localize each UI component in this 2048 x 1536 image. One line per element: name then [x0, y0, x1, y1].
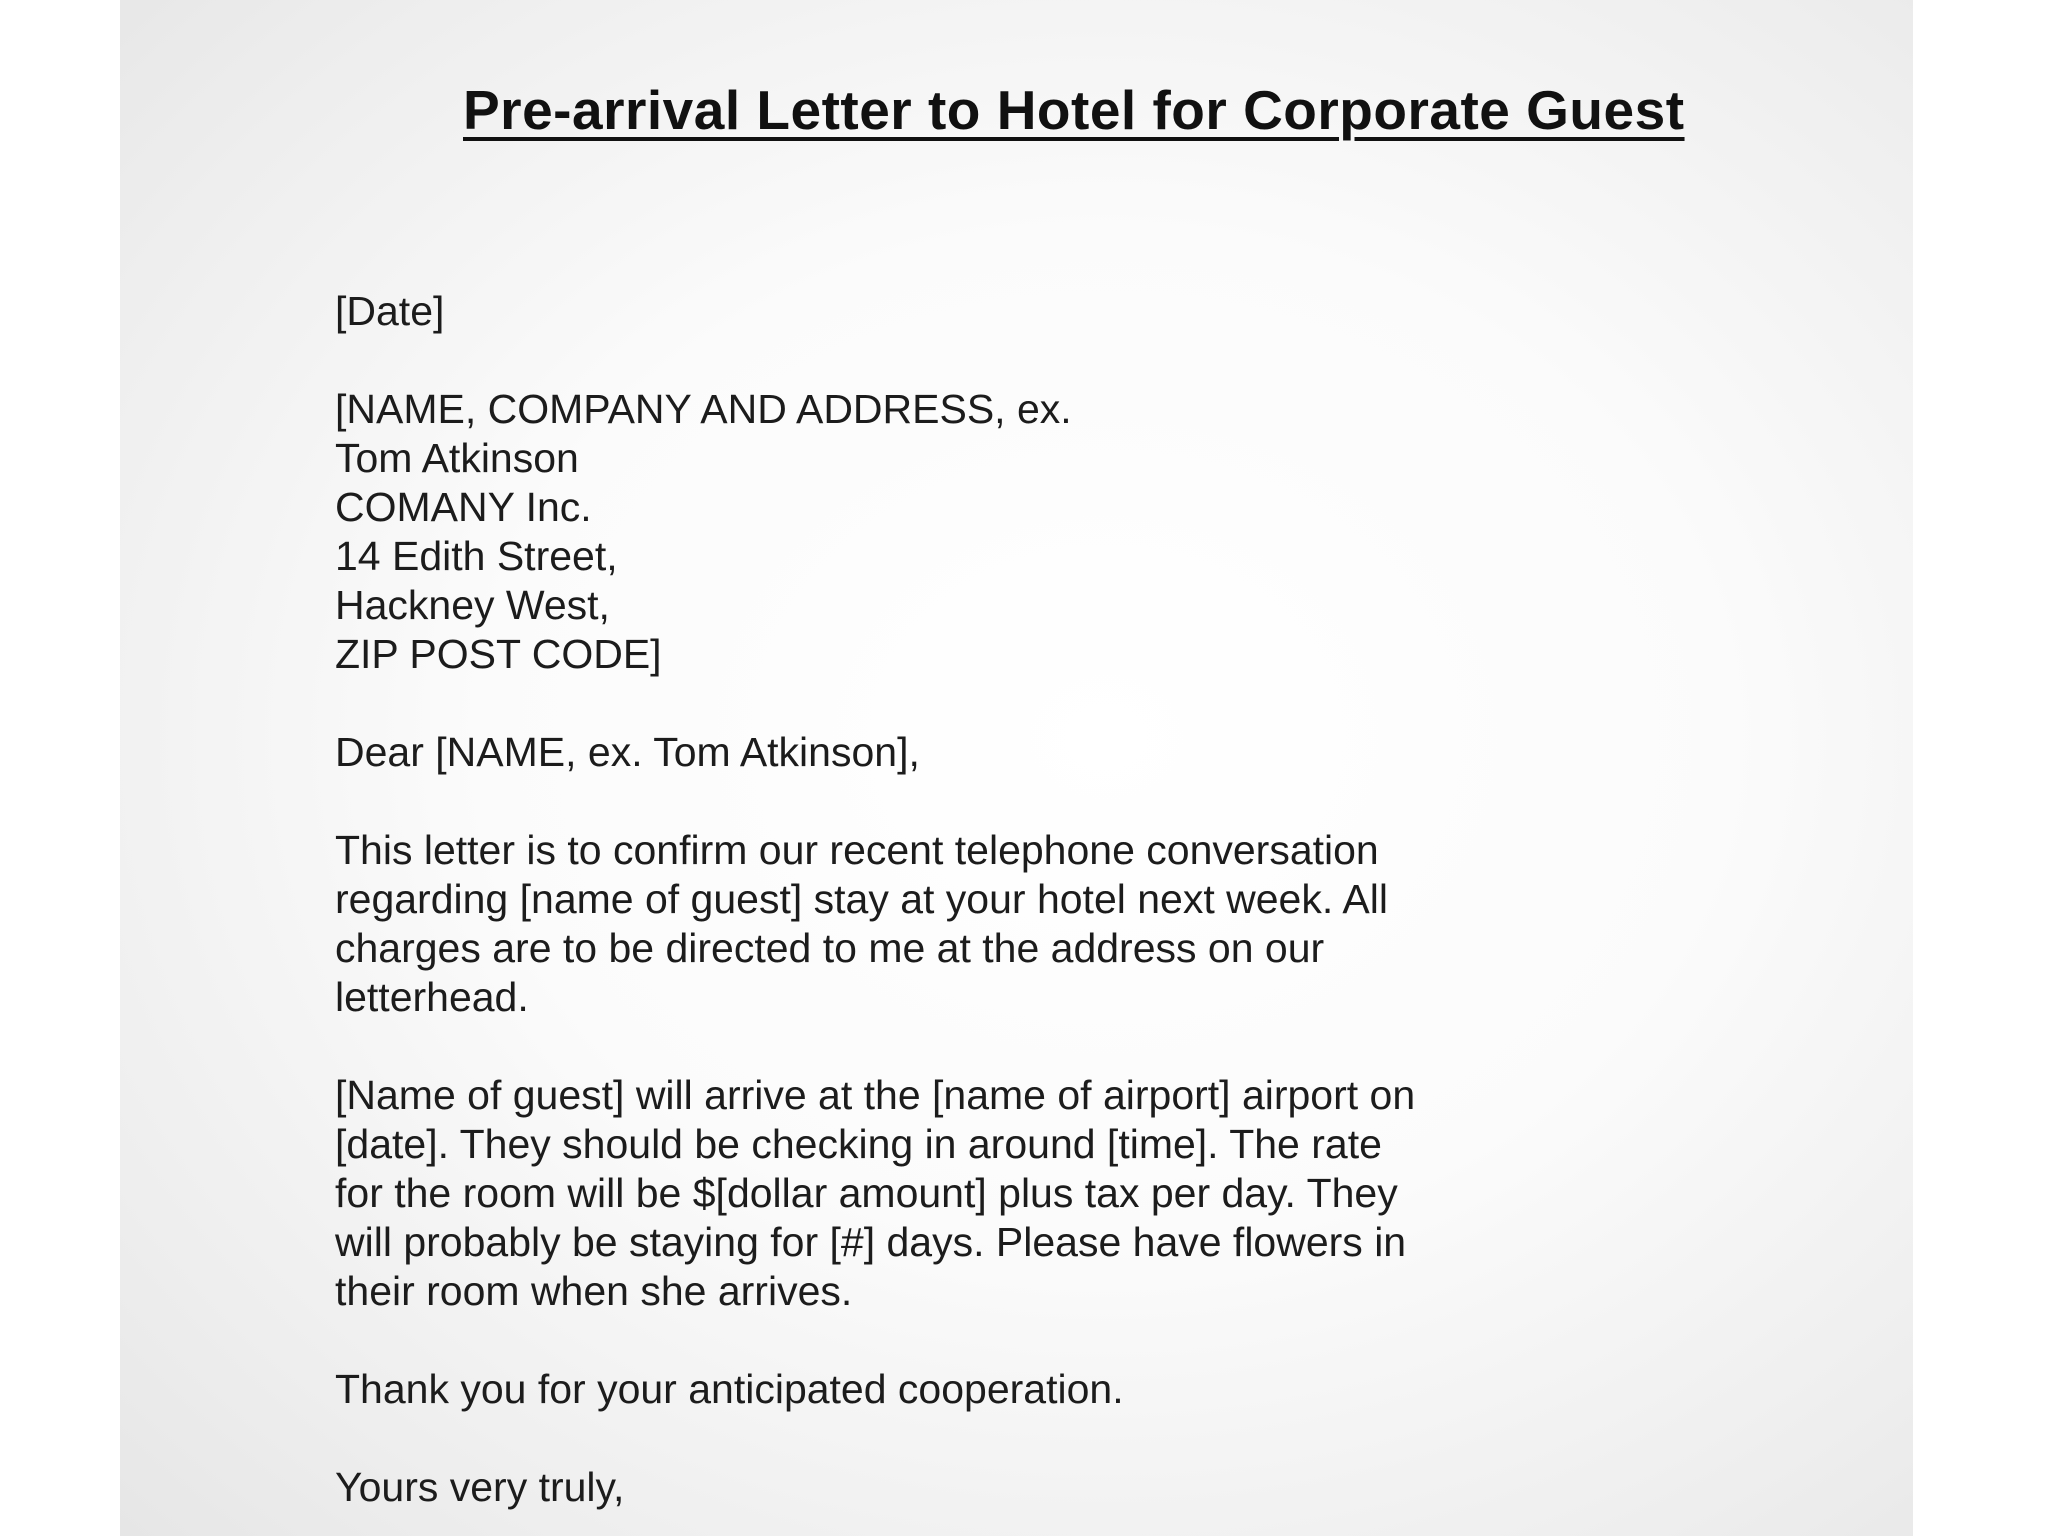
paragraph-confirmation	[335, 826, 1755, 1022]
address-line: Hackney West,	[335, 582, 610, 628]
spacer	[335, 1414, 1755, 1463]
paragraph-line: This letter is to confirm our recent telephone conversation	[335, 827, 1379, 873]
closing-line: Yours very truly,	[335, 1464, 625, 1510]
paragraph-line: charges are to be directed to me at the address on our	[335, 925, 1325, 971]
document-title: Pre-arrival Letter to Hotel for Corporate Guest	[463, 79, 1685, 141]
paragraph-line: regarding [name of guest] stay at your hotel next week. All	[335, 876, 1388, 922]
spacer	[335, 777, 1755, 826]
address-line: Tom Atkinson	[335, 435, 579, 481]
paragraph-line: letterhead.	[335, 974, 529, 1020]
spacer	[335, 1316, 1755, 1365]
paragraph-line: [date]. They should be checking in around [time]. The rate	[335, 1121, 1382, 1167]
letter-body	[335, 287, 1755, 1512]
date-line: [Date]	[335, 288, 445, 334]
thank-you-line: Thank you for your anticipated cooperation.	[335, 1366, 1124, 1412]
paragraph-line: will probably be staying for [#] days. Please have flowers in	[335, 1219, 1407, 1265]
address-block	[335, 385, 1755, 679]
address-line: 14 Edith Street,	[335, 533, 618, 579]
paragraph-line: for the room will be $[dollar amount] plus tax per day. They	[335, 1170, 1398, 1216]
spacer	[335, 1022, 1755, 1071]
spacer	[335, 336, 1755, 385]
paragraph-line: their room when she arrives.	[335, 1268, 853, 1314]
spacer	[335, 679, 1755, 728]
salutation: Dear [NAME, ex. Tom Atkinson],	[335, 729, 920, 775]
address-line: [NAME, COMPANY AND ADDRESS, ex.	[335, 386, 1072, 432]
letter-slide	[120, 0, 1913, 1536]
paragraph-arrival-details	[335, 1071, 1755, 1316]
address-line: COMANY Inc.	[335, 484, 592, 530]
address-line: ZIP POST CODE]	[335, 631, 662, 677]
paragraph-line: [Name of guest] will arrive at the [name of airport] airport on	[335, 1072, 1416, 1118]
